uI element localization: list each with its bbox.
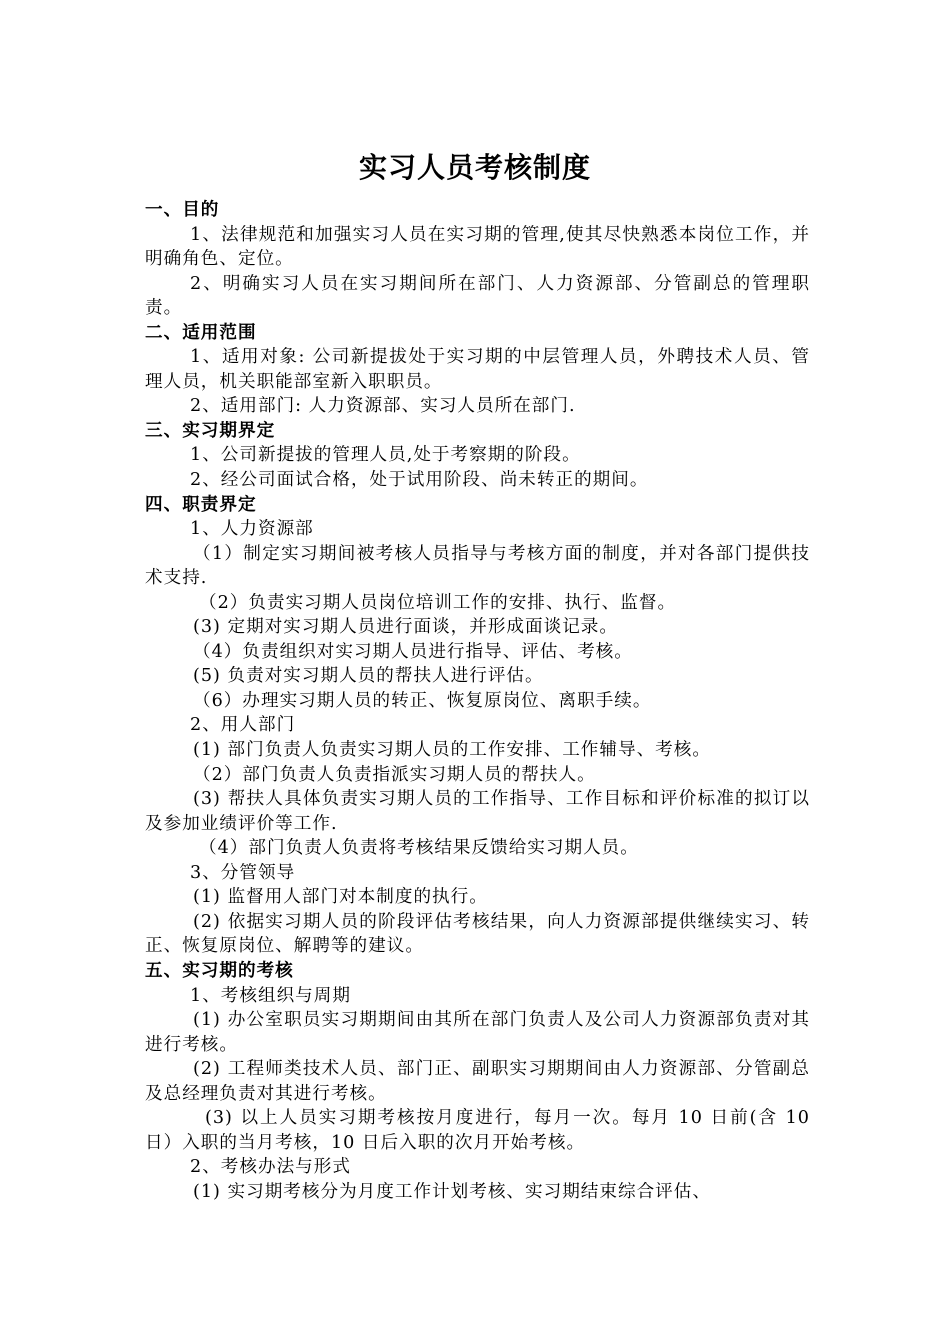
paragraph: 1、适用对象: 公司新提拔处于实习期的中层管理人员，外聘技术人员、管理人员，机关职能部室新入职职员。 (145, 347, 810, 392)
paragraph: （2）负责实习期人员岗位培训工作的安排、执行、监督。 (199, 592, 677, 613)
paragraph: (1) 部门负责人负责实习期人员的工作安排、工作辅导、考核。 (193, 740, 711, 761)
section-heading-scope: 二、适用范围 (145, 322, 257, 343)
paragraph: (3) 帮扶人具体负责实习期人员的工作指导、工作目标和评价标准的拟订以及参加业绩评价等工作. (145, 789, 810, 834)
paragraph: （4）部门负责人负责将考核结果反馈给实习期人员。 (199, 838, 639, 859)
section-heading-purpose: 一、目的 (145, 200, 220, 220)
paragraph: 1、考核组织与周期 (190, 985, 351, 1006)
paragraph: (2) 工程师类技术人员、部门正、副职实习期期间由人力资源部、分管副总及总经理负责对其进行考核。 (145, 1059, 810, 1104)
paragraph: （1）制定实习期间被考核人员指导与考核方面的制度，并对各部门提供技术支持. (145, 543, 810, 589)
section-heading-internship-definition: 三、实习期界定 (145, 420, 276, 441)
paragraph: （4）负责组织对实习期人员进行指导、评估、考核。 (193, 641, 633, 662)
paragraph: 2、用人部门 (190, 715, 296, 736)
section-heading-responsibilities: 四、职责界定 (145, 494, 257, 515)
paragraph: （6）办理实习期人员的转正、恢复原岗位、离职手续。 (193, 690, 652, 711)
paragraph: 2、考核办法与形式 (190, 1157, 351, 1178)
paragraph: (1) 监督用人部门对本制度的执行。 (193, 887, 488, 908)
document-title: 实习人员考核制度 (358, 151, 591, 184)
paragraph: 1、公司新提拔的管理人员,处于考察期的阶段。 (190, 445, 581, 466)
paragraph: (3) 以上人员实习期考核按月度进行，每月一次。每月 10 日前(含 10 日）入职的当月考核，10 日后入职的次月开始考核。 (145, 1108, 810, 1153)
paragraph: 3、分管领导 (190, 862, 296, 883)
paragraph: 2、适用部门: 人力资源部、实习人员所在部门. (190, 396, 576, 417)
paragraph: (5) 负责对实习期人员的帮扶人进行评估。 (193, 666, 544, 687)
paragraph: 2、明确实习人员在实习期间所在部门、人力资源部、分管副总的管理职责。 (145, 273, 810, 319)
paragraph: 1、人力资源部 (190, 519, 314, 540)
section-heading-assessment: 五、实习期的考核 (145, 960, 294, 981)
paragraph: （2）部门负责人负责指派实习期人员的帮扶人。 (193, 764, 596, 785)
paragraph: 2、经公司面试合格，处于试用阶段、尚未转正的期间。 (190, 470, 649, 491)
paragraph: (3) 定期对实习期人员进行面谈，并形成面谈记录。 (193, 617, 618, 638)
paragraph: (1) 办公室职员实习期期间由其所在部门负责人及公司人力资源部负责对其进行考核。 (145, 1010, 810, 1055)
paragraph: (2) 依据实习期人员的阶段评估考核结果，向人力资源部提供继续实习、转正、恢复原岗位、解聘等的建议。 (145, 911, 810, 957)
paragraph: 1、法律规范和加强实习人员在实习期的管理,使其尽快熟悉本岗位工作，并明确角色、定位。 (145, 224, 810, 270)
paragraph: (1) 实习期考核分为月度工作计划考核、实习期结束综合评估、 (193, 1181, 711, 1202)
document-body (145, 198, 810, 1204)
